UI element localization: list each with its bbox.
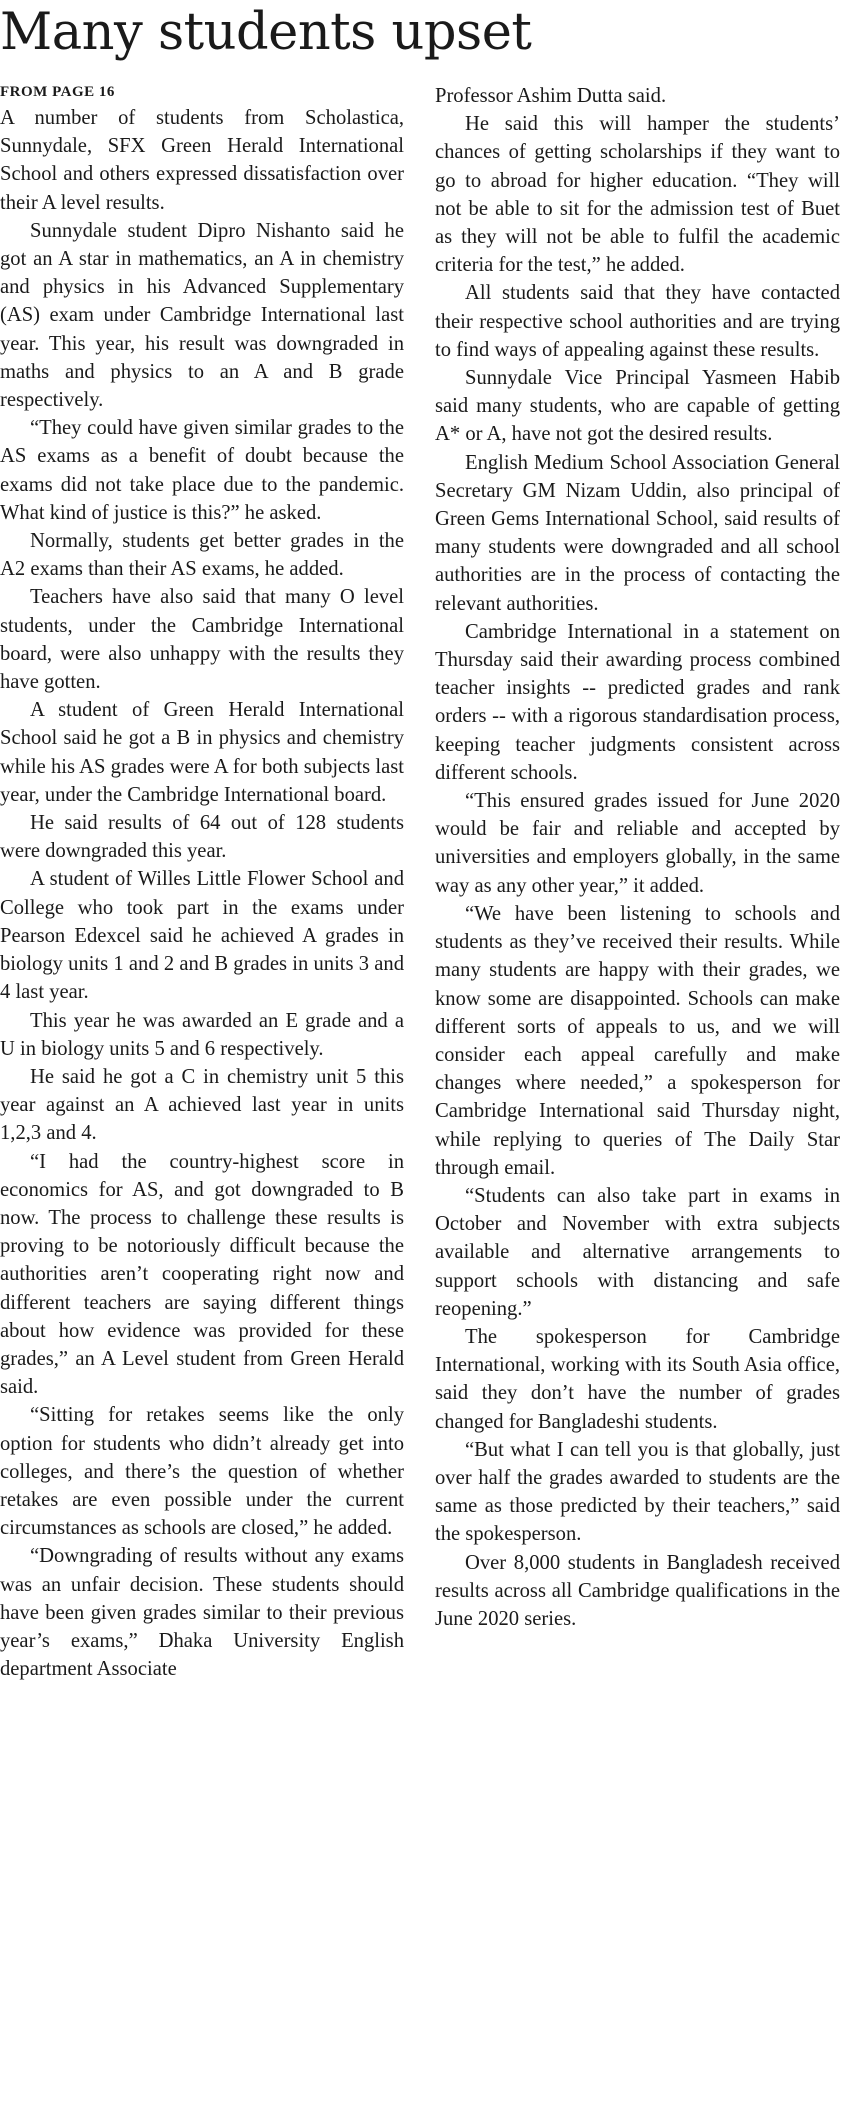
paragraph: This year he was awarded an E grade and a U in biology units 5 and 6 respectively.: [0, 1009, 404, 1060]
paragraph: A number of students from Scholastica, Sunnydale, SFX Green Herald International School and others expressed dissatisfaction over their A level results.: [0, 107, 404, 214]
right-column: [435, 82, 840, 1633]
paragraph: A student of Willes Little Flower School and College who took part in the exams under Pearson Edexcel said he achieved A grades in biology units 1 and 2 and B grades in units 3 and 4 last year.: [0, 868, 404, 1004]
paragraph: “But what I can tell you is that globally, just over half the grades awarded to students are the same as those predicted by their teachers,” said the spokesperson.: [435, 1438, 840, 1546]
paragraph: A student of Green Herald International School said he got a B in physics and chemistry while his AS grades were A for both subjects last year, under the Cambridge International board.: [0, 699, 404, 806]
paragraph: Sunnydale student Dipro Nishanto said he got an A star in mathematics, an A in chemistry and physics in his Advanced Supplementary (AS) exam under Cambridge International last year. This year, his result was downgraded in maths and physics to an A and B grade respectively.: [0, 219, 404, 412]
paragraph: “Students can also take part in exams in October and November with extra subjects available and alternative arrangements to support schools with distancing and safe reopening.”: [435, 1184, 840, 1320]
paragraph: “I had the country-highest score in economics for AS, and got downgraded to B now. The process to challenge these results is proving to be notoriously difficult because the authorities aren’t cooperating right now and different teachers are saying different things about how evidence was provided for these grades,” an A Level student from Green Herald said.: [0, 1150, 404, 1399]
paragraph: Over 8,000 students in Bangladesh received results across all Cambridge qualifications in the June 2020 series.: [435, 1551, 840, 1630]
paragraph: He said this will hamper the students’ chances of getting scholarships if they want to go to abroad for higher education. “They will not be able to sit for the admission test of Buet as they will not be able to fulfil the academic criteria for the test,” he added.: [435, 113, 840, 277]
paragraph: Cambridge International in a statement on Thursday said their awarding process combined teacher insights -- predicted grades and rank orders -- with a rigorous standardisation process, keeping teacher judgments consistent across different schools.: [435, 620, 840, 784]
paragraph: Teachers have also said that many O level students, under the Cambridge International board, were also unhappy with the results they have gotten.: [0, 586, 404, 694]
paragraph: “They could have given similar grades to the AS exams as a benefit of doubt because the exams did not take place due to the pandemic. What kind of justice is this?” he asked.: [0, 417, 404, 524]
headline: Many students upset: [0, 3, 532, 62]
paragraph: All students said that they have contacted their respective school authorities and are trying to find ways of appealing against these results.: [435, 282, 840, 361]
paragraph: Normally, students get better grades in the A2 exams than their AS exams, he added.: [0, 530, 404, 581]
paragraph-continuation: Professor Ashim Dutta said.: [435, 85, 667, 107]
paragraph: The spokesperson for Cambridge International, working with its South Asia office, said they don’t have the number of grades changed for Bangladeshi students.: [435, 1325, 840, 1433]
paragraph: “We have been listening to schools and students as they’ve received their results. While many students are happy with their grades, we know some are disappointed. Schools can make different sorts of appeals to us, and we will consider each appeal carefully and make changes where needed,” a spokesperson for Cambridge International said Thursday night, while replying to queries of The Daily Star through email.: [435, 902, 840, 1179]
paragraph: “This ensured grades issued for June 2020 would be fair and reliable and accepted by universities and employers globally, in the same way as any other year,” it added.: [435, 790, 840, 897]
paragraph: Sunnydale Vice Principal Yasmeen Habib said many students, who are capable of getting A* or A, have not got the desired results.: [435, 367, 840, 446]
paragraph: He said results of 64 out of 128 students were downgraded this year.: [0, 812, 404, 863]
paragraph: “Sitting for retakes seems like the only option for students who didn’t already get into colleges, and there’s the question of whether retakes are even possible under the current circumstances as schools are closed,” he added.: [0, 1404, 404, 1540]
dateline: FROM PAGE 16: [0, 84, 115, 100]
paragraph: He said he got a C in chemistry unit 5 this year against an A achieved last year in units 1,2,3 and 4.: [0, 1065, 404, 1145]
paragraph: “Downgrading of results without any exams was an unfair decision. These students should have been given grades similar to their previous year’s exams,” Dhaka University English department Associate: [0, 1545, 404, 1681]
left-column: [0, 104, 404, 1683]
paragraph: English Medium School Association General Secretary GM Nizam Uddin, also principal of Green Gems International School, said results of many students were downgraded and all school authorities are in the process of contacting the relevant authorities.: [435, 451, 840, 615]
